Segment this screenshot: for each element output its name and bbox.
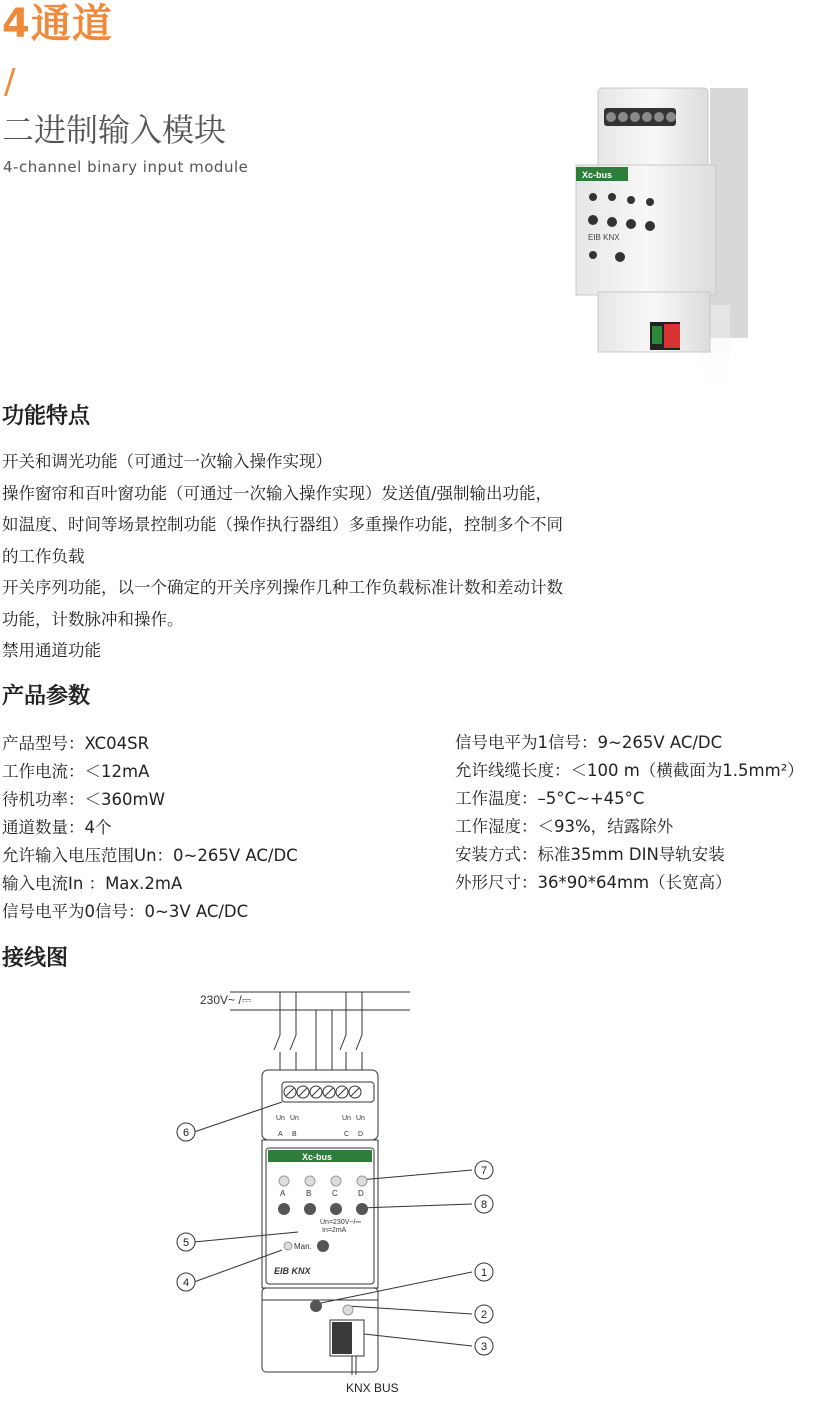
param-item: 安装方式：标准35mm DIN导轨安装 bbox=[455, 845, 725, 864]
product-brand-label: Xc-bus bbox=[582, 170, 613, 180]
supply-label: 230V~ /⎓ bbox=[200, 993, 252, 1007]
param-item: 允许线缆长度：＜100 m（横截面为1.5mm²） bbox=[455, 761, 804, 780]
rating-un: Un=230V~/⎓ bbox=[320, 1219, 362, 1226]
param-item: 输入电流In ：Max.2mA bbox=[2, 874, 183, 893]
feature-line: 的工作负载 bbox=[2, 546, 85, 566]
params-left-column bbox=[2, 730, 298, 926]
terminal-c-label: C bbox=[344, 1131, 350, 1138]
callout-1: 1 bbox=[480, 1267, 488, 1279]
param-item: 外形尺寸：36*90*64mm（长宽高） bbox=[455, 873, 732, 892]
rating-in: In=2mA bbox=[322, 1227, 347, 1234]
terminal-un-c: Un bbox=[342, 1115, 351, 1122]
terminal-un-d: Un bbox=[356, 1115, 365, 1122]
channel-d-label: D bbox=[358, 1189, 364, 1198]
product-subtitle: 二进制输入模块 bbox=[2, 111, 227, 149]
wiring-diagram bbox=[170, 980, 510, 1400]
page-title: 4通道 bbox=[2, 1, 113, 47]
param-item: 待机功率：＜360mW bbox=[2, 790, 165, 809]
param-item: 工作温度：–5°C~+45°C bbox=[455, 789, 645, 808]
callout-8: 8 bbox=[480, 1199, 488, 1211]
callout-6: 6 bbox=[182, 1127, 190, 1139]
man-label: Man. bbox=[294, 1242, 312, 1251]
device-brand-label: Xc-bus bbox=[302, 1152, 333, 1162]
callout-5: 5 bbox=[182, 1237, 190, 1249]
terminal-un-b: Un bbox=[290, 1115, 299, 1122]
callout-2: 2 bbox=[480, 1309, 488, 1321]
params-right-column bbox=[455, 729, 804, 897]
channel-b-label: B bbox=[306, 1189, 312, 1198]
bus-label: KNX BUS bbox=[346, 1381, 399, 1395]
callout-4: 4 bbox=[182, 1277, 190, 1289]
feature-line: 开关和调光功能（可通过一次输入操作实现） bbox=[2, 452, 332, 471]
param-item: 工作电流：＜12mA bbox=[2, 762, 150, 781]
product-subtitle-en: 4-channel binary input module bbox=[3, 158, 249, 176]
title-slash: / bbox=[4, 62, 16, 102]
terminal-a-label: A bbox=[278, 1131, 283, 1138]
params-heading: 产品参数 bbox=[2, 684, 91, 709]
features-list bbox=[2, 446, 652, 667]
wiring-heading: 接线图 bbox=[2, 946, 69, 971]
feature-line: 操作窗帘和百叶窗功能（可通过一次输入操作实现）发送值/强制输出功能， bbox=[2, 483, 553, 503]
feature-line: 功能，计数脉冲和操作。 bbox=[2, 609, 184, 629]
param-item: 允许输入电压范围Un：0~265V AC/DC bbox=[2, 846, 298, 865]
param-item: 信号电平为1信号：9~265V AC/DC bbox=[455, 733, 723, 752]
product-logo: EIB KNX bbox=[588, 233, 620, 242]
callout-3: 3 bbox=[480, 1341, 488, 1353]
feature-line: 如温度、时间等场景控制功能（操作执行器组）多重操作功能，控制多个不同 bbox=[2, 515, 563, 534]
feature-line: 开关序列功能，以一个确定的开关序列操作几种工作负载标准计数和差动计数 bbox=[2, 578, 563, 597]
param-item: 通道数量：4个 bbox=[2, 818, 112, 837]
param-item: 产品型号：XC04SR bbox=[2, 734, 150, 753]
param-item: 信号电平为0信号：0~3V AC/DC bbox=[2, 902, 249, 921]
product-photo bbox=[560, 60, 790, 420]
features-heading: 功能特点 bbox=[2, 404, 91, 429]
channel-a-label: A bbox=[280, 1189, 286, 1198]
channel-c-label: C bbox=[332, 1189, 338, 1198]
terminal-b-label: B bbox=[292, 1131, 297, 1138]
feature-line: 禁用通道功能 bbox=[2, 641, 101, 660]
diagram-logo: EIB KNX bbox=[274, 1266, 311, 1276]
terminal-d-label: D bbox=[358, 1131, 364, 1138]
callout-7: 7 bbox=[480, 1165, 488, 1177]
terminal-un-a: Un bbox=[276, 1115, 285, 1122]
param-item: 工作湿度：＜93%，结露除外 bbox=[455, 817, 674, 836]
